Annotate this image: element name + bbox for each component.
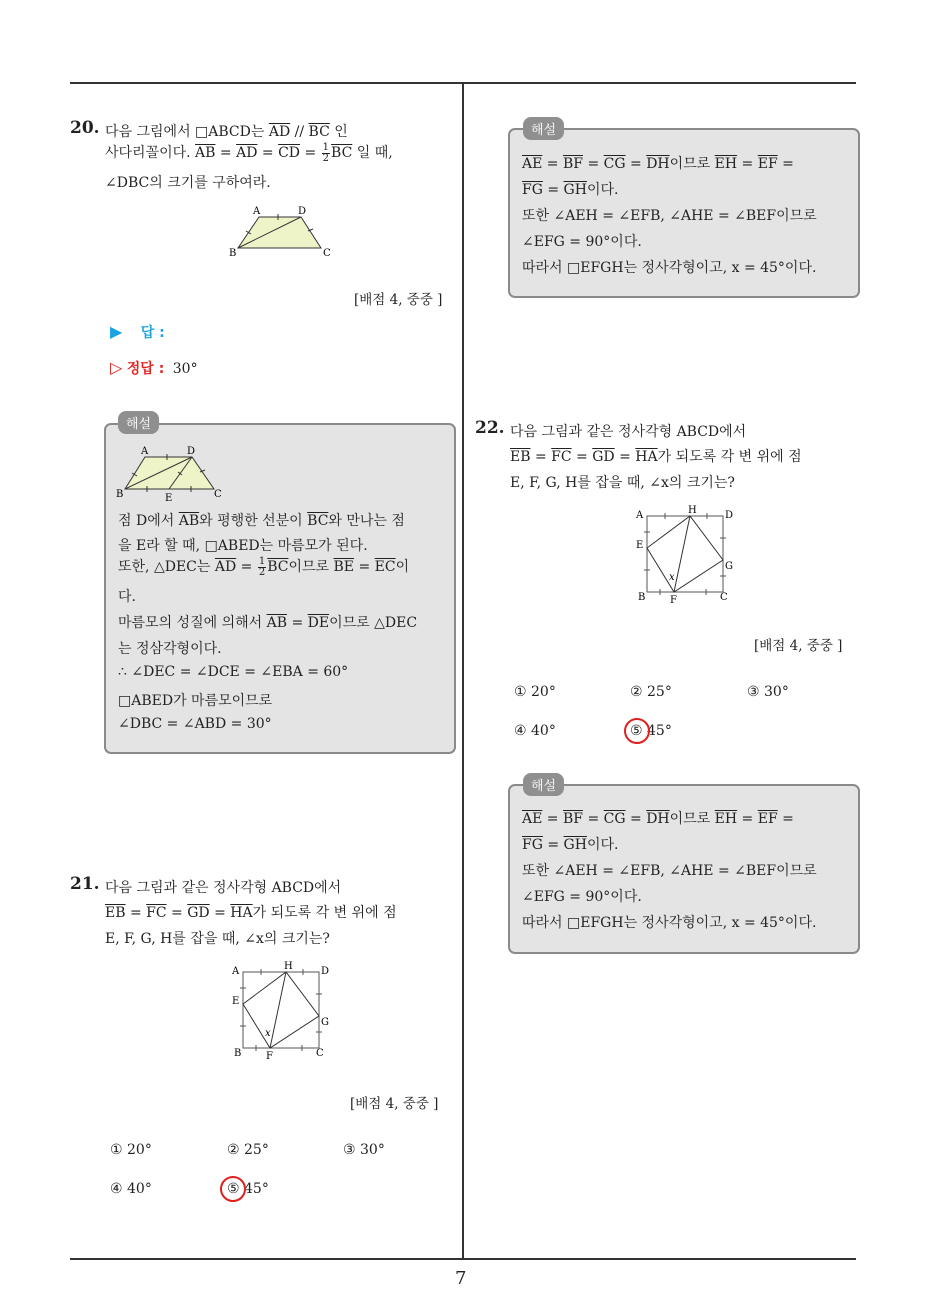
play-arrow-icon: ▶ — [110, 322, 123, 341]
q22-label-e: E — [636, 540, 644, 551]
q22-sol-line3: 또한 ∠AEH = ∠EFB, ∠AHE = ∠BEF이므로 — [522, 863, 817, 879]
q21-sol-line1: $\overline{AE} = \overline{BF} = \overline{CG} = \overline{DH}$이므로 $\overline{EH} = \overline{EF}$ = — [522, 156, 794, 172]
q21-number: 21. — [70, 874, 100, 894]
outline-arrow-icon: ▷ — [110, 358, 123, 377]
page-number: 7 — [455, 1268, 467, 1289]
q21-option-3[interactable]: ③ 30° — [343, 1142, 385, 1158]
q22-option-3[interactable]: ③ 30° — [747, 684, 789, 700]
q20-line1: 다음 그림에서 □ABCD는 $\overline{AD} // \overline{BC}$ 인 — [105, 124, 348, 140]
q21-line1: 다음 그림과 같은 정사각형 ABCD에서 — [105, 880, 342, 896]
q21-option-1[interactable]: ① 20° — [110, 1142, 152, 1158]
q22-number: 22. — [475, 418, 505, 438]
q21-label-f: F — [266, 1051, 273, 1062]
q22-label-c: C — [720, 592, 728, 603]
q20-correct-row — [110, 358, 198, 378]
q21-sol-line3: 또한 ∠AEH = ∠EFB, ∠AHE = ∠BEF이므로 — [522, 208, 817, 224]
q21-solution-tag: 해설 — [523, 117, 564, 140]
q22-option-5[interactable]: ⑤ 45° — [630, 723, 672, 739]
q20-line3: ∠DBC의 크기를 구하여라. — [105, 175, 271, 191]
correct-label: 정답 : — [126, 361, 165, 377]
q22-label-d: D — [725, 510, 734, 521]
q21-label-b: B — [234, 1048, 242, 1059]
q22-sol-line5: 따라서 □EFGH는 정사각형이고, x = 45°이다. — [522, 915, 817, 931]
q20-label-c: C — [323, 248, 331, 259]
column-divider — [462, 82, 464, 1259]
correct-value: 30° — [172, 361, 198, 377]
q20-number: 20. — [70, 118, 100, 138]
sol20-line7: ∴ ∠DEC = ∠DCE = ∠EBA = 60° — [118, 664, 349, 680]
q22-option-2[interactable]: ② 25° — [630, 684, 672, 700]
q21-answer-mark-circle — [220, 1176, 246, 1202]
q21-square-figure — [228, 960, 338, 1064]
q21-sol-line5: 따라서 □EFGH는 정사각형이고, x = 45°이다. — [522, 260, 817, 276]
sol20-label-d: D — [187, 446, 196, 457]
q21-sol-line4: ∠EFG = 90°이다. — [522, 234, 642, 250]
q20-solution-figure — [114, 445, 229, 503]
q22-label-a: A — [636, 510, 644, 521]
q20-solution-tag: 해설 — [118, 411, 159, 434]
q22-line1: 다음 그림과 같은 정사각형 ABCD에서 — [510, 424, 747, 440]
q21-label-e: E — [232, 996, 240, 1007]
q22-line2: $\overline{EB} = \overline{FC} = \overline{GD} = \overline{HA}$가 되도록 각 변 위에 점 — [510, 449, 802, 465]
sol20-line2: 을 E라 할 때, □ABED는 마름모가 된다. — [118, 538, 368, 554]
q20-meta: [배점 4, 중중 ] — [354, 292, 443, 308]
q22-sol-line2: $\overline{FG} = \overline{GH}$이다. — [522, 837, 619, 853]
q22-sol-line4: ∠EFG = 90°이다. — [522, 889, 642, 905]
q22-option-4[interactable]: ④ 40° — [514, 723, 556, 739]
q20-label-d: D — [298, 206, 307, 217]
q22-label-f: F — [670, 595, 677, 606]
q20-label-b: B — [229, 248, 237, 259]
q22-label-h: H — [688, 505, 697, 516]
q21-label-a: A — [232, 966, 240, 977]
q21-option-5[interactable]: ⑤ 45° — [227, 1181, 269, 1197]
q21-line2: $\overline{EB} = \overline{FC} = \overline{GD} = \overline{HA}$가 되도록 각 변 위에 점 — [105, 905, 397, 921]
q21-label-d: D — [321, 966, 330, 977]
q21-label-g: G — [321, 1017, 329, 1028]
q21-label-c: C — [316, 1048, 324, 1059]
sol20-line5: 마름모의 성질에 의해서 $\overline{AB} = \overline{DE}$이므로 △DEC — [118, 615, 418, 631]
q20-trapezoid-figure — [222, 202, 337, 262]
q21-label-h: H — [284, 961, 293, 972]
q20-line2: 사다리꼴이다. $\overline{AB} = \overline{AD} = \overline{CD}$ = $\frac{1}{2}$ $\overline{BC}$ 일 때, — [105, 141, 393, 164]
q22-solution-tag: 해설 — [523, 773, 564, 796]
q21-option-2[interactable]: ② 25° — [227, 1142, 269, 1158]
q21-meta: [배점 4, 중중 ] — [350, 1096, 439, 1112]
q20-label-a: A — [253, 206, 261, 217]
q20-answer-row — [110, 322, 165, 342]
sol20-label-a: A — [141, 446, 149, 457]
q22-label-g: G — [725, 561, 733, 572]
q21-option-4[interactable]: ④ 40° — [110, 1181, 152, 1197]
q21-line3: E, F, G, H를 잡을 때, ∠x의 크기는? — [105, 931, 330, 947]
sol20-line3: 또한, △DEC는 $\overline{AD}$ = $\frac{1}{2}$ $\overline{BC}$이므로 $\overline{BE} = \overline{EC}$이 — [118, 555, 410, 578]
q22-label-x: x — [669, 572, 675, 583]
sol20-line4: 다. — [118, 589, 136, 605]
bottom-rule — [70, 1258, 856, 1260]
q21-label-x: x — [265, 1028, 271, 1039]
q21-sol-line2: $\overline{FG} = \overline{GH}$이다. — [522, 182, 619, 198]
q22-label-b: B — [638, 592, 646, 603]
q22-sol-line1: $\overline{AE} = \overline{BF} = \overline{CG} = \overline{DH}$이므로 $\overline{EH} = \overline{EF}$ = — [522, 811, 794, 827]
q22-line3: E, F, G, H를 잡을 때, ∠x의 크기는? — [510, 475, 735, 491]
answer-label: 답 : — [140, 325, 165, 341]
q22-option-1[interactable]: ① 20° — [514, 684, 556, 700]
q22-meta: [배점 4, 중중 ] — [754, 638, 843, 654]
sol20-line1: 점 D에서 $\overline{AB}$와 평행한 선분이 $\overline{BC}$와 만나는 점 — [118, 513, 405, 529]
q22-answer-mark-circle — [624, 718, 650, 744]
q22-square-figure — [632, 504, 742, 608]
sol20-line8: □ABED가 마름모이므로 — [118, 693, 273, 709]
sol20-label-e: E — [165, 493, 173, 503]
sol20-label-c: C — [214, 489, 222, 500]
sol20-label-b: B — [116, 489, 124, 500]
sol20-line6: 는 정삼각형이다. — [118, 641, 222, 657]
sol20-line9: ∠DBC = ∠ABD = 30° — [118, 716, 272, 732]
